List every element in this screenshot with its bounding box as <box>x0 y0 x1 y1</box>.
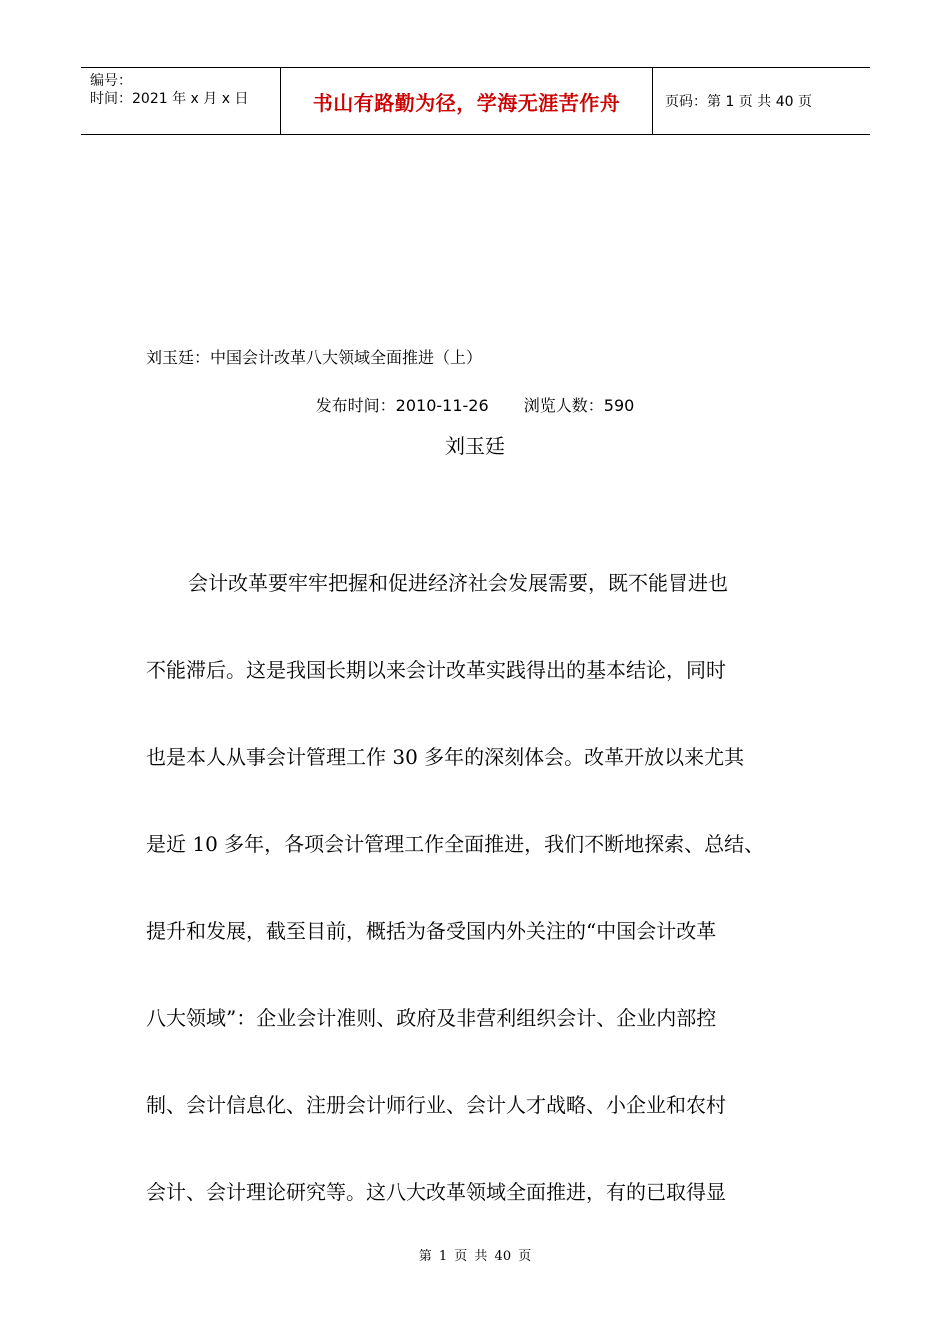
header-page-label: 页码：第 1 页 共 40 页 <box>665 94 812 110</box>
page-number-cell <box>653 68 870 134</box>
article-meta <box>0 393 950 416</box>
document-header <box>81 67 870 135</box>
publish-time: 发布时间：2010-11-26 <box>315 396 489 415</box>
number-label: 编号： <box>90 73 132 89</box>
header-info-cell <box>81 68 281 134</box>
body-line: 是近 10 多年，各项会计管理工作全面推进，我们不断地探索、总结、 <box>146 832 765 856</box>
time-label: 时间：2021 年 x 月 x 日 <box>90 91 249 107</box>
page-footer: 第 1 页 共 40 页 <box>418 1249 532 1264</box>
body-line: 会计、会计理论研究等。这八大改革领域全面推进，有的已取得显 <box>146 1180 726 1204</box>
body-line: 制、会计信息化、注册会计师行业、会计人才战略、小企业和农村 <box>146 1093 726 1117</box>
motto-text: 书山有路勤为径，学海无涯苦作舟 <box>312 90 621 115</box>
body-line: 八大领域”：企业会计准则、政府及非营利组织会计、企业内部控 <box>146 1006 717 1030</box>
body-line: 会计改革要牢牢把握和促进经济社会发展需要，既不能冒进也 <box>188 571 728 595</box>
body-line: 提升和发展，截至目前，概括为备受国内外关注的“中国会计改革 <box>146 919 717 943</box>
article-title: 刘玉廷：中国会计改革八大领域全面推进（上） <box>146 348 483 367</box>
body-line: 不能滞后。这是我国长期以来会计改革实践得出的基本结论，同时 <box>146 658 726 682</box>
body-line: 也是本人从事会计管理工作 30 多年的深刻体会。改革开放以来尤其 <box>146 745 745 769</box>
article-author: 刘玉廷 <box>445 434 505 458</box>
view-count: 浏览人数：590 <box>523 396 635 415</box>
motto-cell <box>281 68 653 134</box>
